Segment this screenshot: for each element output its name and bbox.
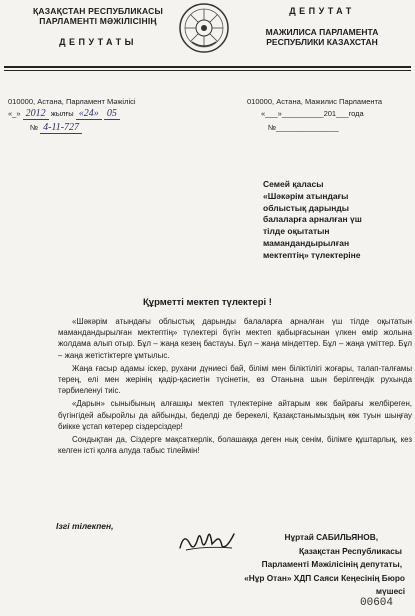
left-date [8, 108, 120, 119]
left-date-month: 05 [104, 108, 120, 120]
letterhead-right-line1: МАЖИЛИСА ПАРЛАМЕНТА [265, 27, 379, 37]
left-number [30, 122, 82, 133]
right-date: «___»__________201___года [261, 109, 364, 118]
letterhead-divider [4, 66, 411, 68]
recipient-line: «Шәкәрім атындағы [263, 190, 349, 201]
signatory-name: Нұртай САБИЛЬЯНОВ, [284, 532, 378, 542]
recipient-block [263, 179, 413, 262]
left-date-day: «24» [76, 108, 102, 120]
letterhead-right-title: ДЕПУТАТ [289, 6, 355, 16]
right-number: №_______________ [268, 123, 339, 132]
left-date-year: 2012 [23, 108, 49, 120]
salutation: Құрметті мектеп түлектері ! [143, 297, 272, 308]
left-number-prefix: № [30, 123, 39, 132]
left-number-value: 4-11-727 [40, 122, 82, 134]
state-emblem-icon [178, 2, 230, 54]
letterhead-divider-thin [4, 70, 411, 71]
body-paragraph: Жаңа ғасыр адамы іскер, рухани дүниесі бай, білімі мен біліктілігі жоғары, талап-талғамы терең, елі мен жерінің қадір-қасиетін түсінетін, өз Отанына шын берілгендік рухында тәрбиеленуі тиіс. [58, 363, 412, 396]
document-serial-number: 00604 [360, 597, 394, 609]
closing-phrase: Ізгі тілекпен, [56, 521, 114, 531]
body-paragraph: «Шәкәрім атындағы облыстық дарынды балаларға арналған үш тілде оқытатын мамандандырылған мектептің» түлектері бүгін мектеп қабырғасынан үлкен өмір жолына жолдама алып отыр. Бұл – жаңа кезең бастауы. Бұл – жаңа міндеттер. Бұл – жаңа үміттер. Бұл – жаңа жетістіктерге ұмтылыс. [58, 317, 412, 360]
letterhead-right [252, 6, 392, 47]
recipient-line: облыстық дарынды [263, 202, 350, 213]
letter-body [58, 316, 412, 458]
right-address: 010000, Астана, Мажилис Парламента [247, 97, 383, 106]
signatory-title-line: Парламенті Мәжілісінің депутаты, [261, 559, 402, 569]
signatory-title-line: «Нұр Отан» ХДП Саяси Кеңесінің Бюро мүшесі [244, 572, 405, 596]
signatory-title-line: Қазақстан Республикасы [299, 545, 402, 556]
left-date-year-suffix: жылғы [50, 109, 74, 118]
recipient-line: тілде оқытатын [263, 226, 330, 237]
letterhead-right-line2: РЕСПУБЛИКИ КАЗАХСТАН [266, 37, 378, 47]
handwritten-signature [176, 526, 238, 556]
signatory-block [240, 531, 408, 599]
recipient-line: мамандандырылған [263, 237, 350, 248]
body-paragraph: «Дарын» сыныбының алғашқы мектеп түлектеріне айтарым көк байрағы желбіреген, бүгінгідей абыройлы да айбынды, беделді де берекелі, Қазақстанымыздың көк туын шыңғау биікке ұстап көтерер сіздерсіздер! [58, 399, 412, 431]
recipient-line: балаларға арналған үш [263, 214, 362, 225]
recipient-line: Семей қаласы [263, 179, 324, 189]
recipient-line: мектептің» түлектеріне [263, 249, 361, 260]
letterhead-left-line2: ПАРЛАМЕНТІ МӘЖІЛІСІНІҢ [39, 16, 157, 26]
letterhead-left-title: ДЕПУТАТЫ [59, 37, 137, 47]
letterhead-left [28, 6, 168, 47]
left-date-prefix: «_» [8, 109, 21, 118]
body-paragraph: Сондықтан да, Сіздерге мақсаткерлік, болашаққа деген нық сенім, білімге құштарлық, кез келген істі қолға алуда табыс тілеймін! [58, 435, 412, 456]
left-address: 010000, Астана, Парламент Мәжілісі [8, 97, 136, 106]
letterhead-left-line1: ҚАЗАҚСТАН РЕСПУБЛИКАСЫ [32, 6, 164, 16]
